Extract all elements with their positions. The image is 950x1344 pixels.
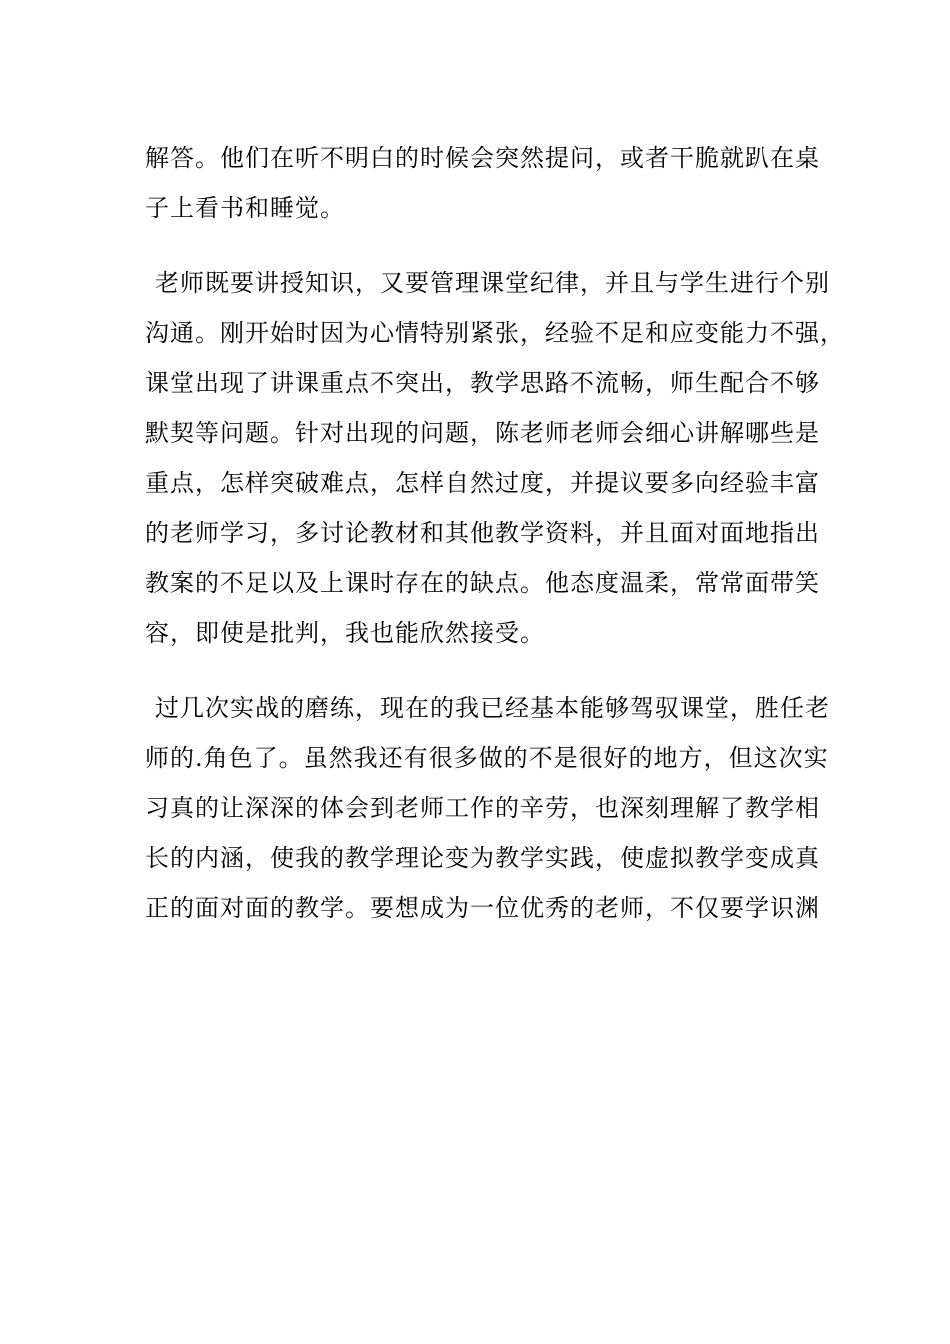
text-line: 的老师学习，多讨论教材和其他教学资料，并且面对面地指出 [145, 519, 820, 547]
text-line: 正的面对面的教学。要想成为一位优秀的老师，不仅要学识渊 [145, 894, 820, 922]
paragraph [145, 133, 835, 233]
text-line: 长的内涵，使我的教学理论变为教学实践，使虚拟教学变成真 [145, 844, 820, 872]
text-line: 老师既要讲授知识，又要管理课堂纪律，并且与学生进行个别 [155, 269, 830, 297]
document-body [145, 133, 845, 933]
text-line: 教案的不足以及上课时存在的缺点。他态度温柔，常常面带笑 [145, 569, 820, 597]
paragraph-gap [145, 233, 835, 258]
text-line: 师的.角色了。虽然我还有很多做的不是很好的地方，但这次实 [145, 744, 829, 772]
text-line: 重点，怎样突破难点，怎样自然过度，并提议要多向经验丰富 [145, 469, 820, 497]
paragraph [145, 683, 835, 933]
text-line: 沟通。刚开始时因为心情特别紧张，经验不足和应变能力不强， [145, 319, 845, 347]
text-line: 习真的让深深的体会到老师工作的辛劳，也深刻理解了教学相 [145, 794, 820, 822]
text-line: 课堂出现了讲课重点不突出，教学思路不流畅，师生配合不够 [145, 369, 820, 397]
text-line: 过几次实战的磨练，现在的我已经基本能够驾驭课堂，胜任老 [155, 694, 830, 722]
text-line: 解答。他们在听不明白的时候会突然提问，或者干脆就趴在桌 [145, 144, 820, 172]
text-line: 默契等问题。针对出现的问题，陈老师老师会细心讲解哪些是 [145, 419, 820, 447]
text-line: 容，即使是批判，我也能欣然接受。 [145, 619, 545, 647]
paragraph [145, 258, 845, 658]
text-line: 子上看书和睡觉。 [145, 194, 345, 222]
paragraph-gap [145, 658, 835, 683]
